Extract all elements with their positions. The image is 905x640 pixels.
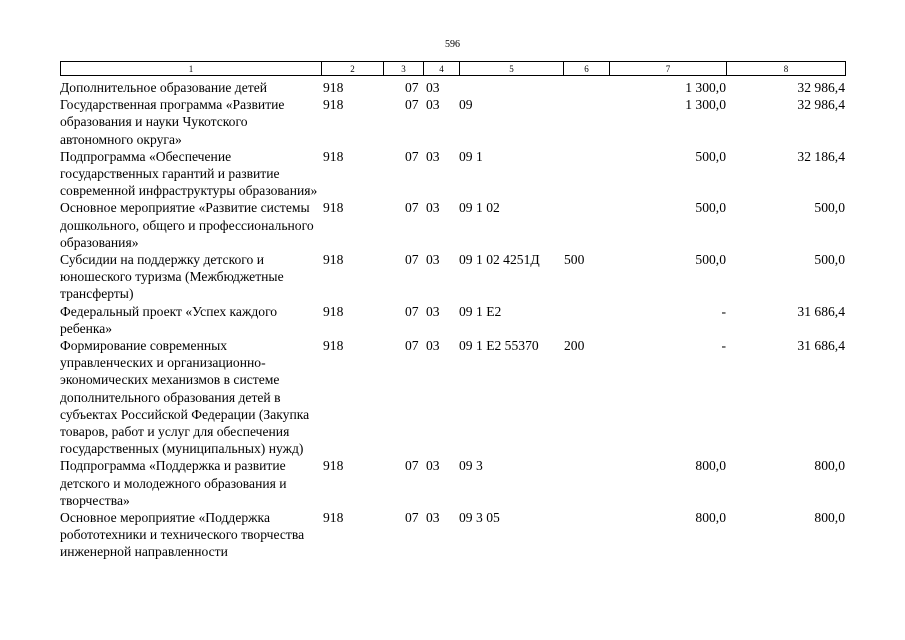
cell-col-8: 800,0 bbox=[814, 510, 845, 526]
cell-col-7: 800,0 bbox=[695, 510, 726, 526]
cell-col-3: 07 bbox=[405, 80, 419, 95]
cell-col-7: - bbox=[721, 303, 726, 319]
cell-col-4: 03 bbox=[426, 148, 440, 164]
cell-col-3: 07 bbox=[405, 252, 419, 268]
cell-col-7: 1 300,0 bbox=[685, 97, 726, 113]
page-number: 596 bbox=[445, 39, 460, 50]
cell-col-7: - bbox=[721, 338, 726, 354]
cell-col-8: 31 686,4 bbox=[797, 303, 845, 319]
cell-col-2: 918 bbox=[323, 510, 344, 526]
cell-name: Основное мероприятие «Развитие системы дошкольного, общего и профессионального образования» bbox=[60, 200, 314, 250]
cell-col-2: 918 bbox=[323, 252, 344, 268]
cell-col-4: 03 bbox=[426, 458, 440, 474]
cell-col-5: 09 1 E2 55370 bbox=[459, 338, 539, 354]
table-row bbox=[60, 251, 845, 303]
cell-col-5 bbox=[459, 79, 563, 96]
cell-col-2: 918 bbox=[323, 338, 344, 354]
cell-name: Субсидии на поддержку детского и юношеского туризма (Межбюджетные трансферты) bbox=[60, 252, 284, 302]
cell-col-6 bbox=[563, 96, 609, 148]
column-number-header bbox=[60, 61, 846, 76]
header-col-8: 8 bbox=[727, 62, 846, 76]
cell-col-8: 31 686,4 bbox=[797, 338, 845, 354]
cell-name: Подпрограмма «Поддержка и развитие детского и молодежного образования и творчества» bbox=[60, 458, 287, 508]
cell-col-3: 07 bbox=[405, 303, 419, 319]
cell-col-8: 500,0 bbox=[814, 252, 845, 268]
cell-col-4: 03 bbox=[426, 97, 440, 113]
cell-col-5: 09 1 E2 bbox=[459, 303, 502, 319]
cell-col-7: 500,0 bbox=[695, 252, 726, 268]
cell-name: Основное мероприятие «Поддержка робототехники и технического творчества инженерной направленности bbox=[60, 510, 305, 560]
cell-col-5: 09 1 02 bbox=[459, 200, 500, 216]
table-row bbox=[60, 303, 845, 337]
table-row bbox=[60, 509, 845, 561]
cell-col-5: 09 3 bbox=[459, 458, 483, 474]
cell-name: Государственная программа «Развитие образования и науки Чукотского автономного округа» bbox=[60, 97, 285, 147]
header-col-5: 5 bbox=[460, 62, 564, 76]
cell-col-2: 918 bbox=[323, 303, 344, 319]
cell-col-5: 09 bbox=[459, 97, 473, 113]
cell-name: Дополнительное образование детей bbox=[60, 80, 268, 95]
cell-col-6: 200 bbox=[564, 338, 585, 354]
header-row bbox=[61, 62, 846, 76]
cell-col-2: 918 bbox=[323, 97, 344, 113]
table-row bbox=[60, 337, 845, 457]
cell-col-3: 07 bbox=[405, 148, 419, 164]
cell-col-3: 07 bbox=[405, 458, 419, 474]
cell-name: Формирование современных управленческих и организационно-экономических механизмов в системе дополнительного образования детей в субъектах Российской Федерации (Закупка товаров, работ и услуг для обеспечения государственных (муниципальных) нужд) bbox=[60, 338, 310, 457]
cell-col-6 bbox=[563, 79, 609, 96]
cell-name: Подпрограмма «Обеспечение государственных гарантий и развитие современной инфраструктуры образования» bbox=[60, 148, 318, 199]
budget-table bbox=[60, 79, 845, 561]
table-row bbox=[60, 199, 845, 251]
cell-col-6 bbox=[563, 303, 609, 337]
cell-col-5: 09 1 02 4251Д bbox=[459, 252, 540, 268]
cell-col-6: 500 bbox=[564, 252, 585, 268]
cell-col-2: 918 bbox=[323, 148, 344, 164]
cell-col-3: 07 bbox=[405, 97, 419, 113]
cell-col-2: 918 bbox=[323, 80, 344, 95]
cell-col-3: 07 bbox=[405, 338, 419, 354]
cell-col-7: 800,0 bbox=[695, 458, 726, 474]
header-col-2: 2 bbox=[322, 62, 384, 76]
cell-col-7: 500,0 bbox=[695, 200, 726, 216]
cell-col-5: 09 1 bbox=[459, 148, 483, 164]
cell-col-5: 09 3 05 bbox=[459, 510, 500, 526]
cell-col-8: 32 986,4 bbox=[797, 80, 845, 95]
header-col-3: 3 bbox=[384, 62, 424, 76]
header-col-4: 4 bbox=[424, 62, 460, 76]
header-col-7: 7 bbox=[610, 62, 727, 76]
cell-col-6 bbox=[563, 509, 609, 561]
cell-col-2: 918 bbox=[323, 458, 344, 474]
cell-col-6 bbox=[563, 199, 609, 251]
cell-col-6 bbox=[563, 148, 609, 200]
cell-col-4: 03 bbox=[426, 338, 440, 354]
cell-col-8: 32 186,4 bbox=[797, 148, 845, 164]
cell-col-4: 03 bbox=[426, 303, 440, 319]
cell-col-4: 03 bbox=[426, 510, 440, 526]
header-col-1: 1 bbox=[61, 62, 322, 76]
cell-col-8: 800,0 bbox=[814, 458, 845, 474]
cell-col-4: 03 bbox=[426, 252, 440, 268]
cell-col-3: 07 bbox=[405, 510, 419, 526]
cell-name: Федеральный проект «Успех каждого ребенка» bbox=[60, 303, 278, 336]
cell-col-8: 500,0 bbox=[814, 200, 845, 216]
cell-col-3: 07 bbox=[405, 200, 419, 216]
table-row bbox=[60, 457, 845, 509]
table-row bbox=[60, 148, 845, 200]
cell-col-2: 918 bbox=[323, 200, 344, 216]
cell-col-7: 500,0 bbox=[695, 148, 726, 164]
cell-col-4: 03 bbox=[426, 200, 440, 216]
cell-col-4: 03 bbox=[426, 80, 440, 95]
table-row bbox=[60, 96, 845, 148]
cell-col-6 bbox=[563, 457, 609, 509]
header-col-6: 6 bbox=[564, 62, 610, 76]
cell-col-7: 1 300,0 bbox=[685, 80, 726, 95]
cell-col-8: 32 986,4 bbox=[797, 97, 845, 113]
table-row bbox=[60, 79, 845, 96]
